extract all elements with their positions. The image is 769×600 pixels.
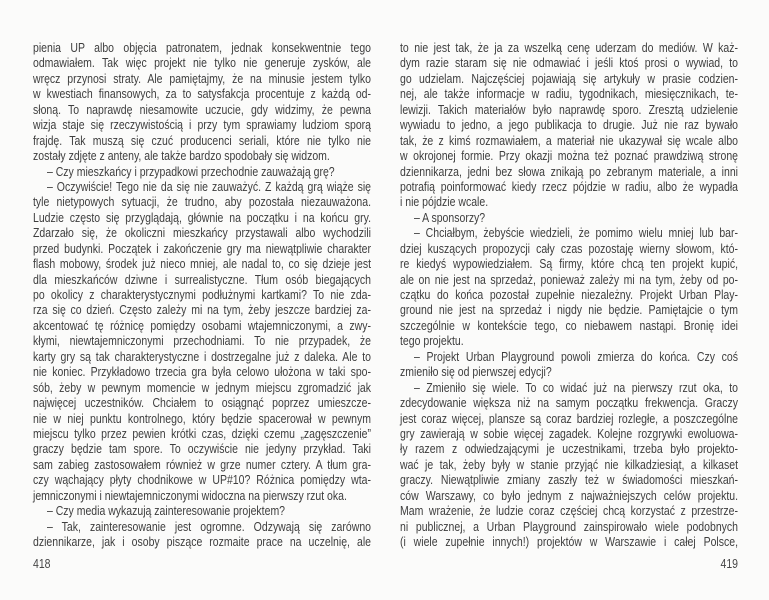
text-line: nej, ale także informacje w radiu, tygodnikach, miesięcznikach, te- (400, 86, 739, 102)
text-line: kłymi, niewtajemniczonymi przechodniami. To nie przypadek, że (33, 333, 372, 349)
text-line: w kwestiach finansowych, za to satysfakcja procentuje z każdą od- (33, 86, 372, 102)
text-line: – Czy mieszkańcy i przypadkowi przechodnie zauważają grę? (46, 163, 335, 179)
text-line: wizja staje się rzeczywistością i przy tym sprawiamy ludziom sporą (33, 117, 372, 133)
text-line: Ludzie często się przyglądają, głównie na początku i na końcu gry. (33, 209, 372, 225)
text-line: przed budynki. Początek i zakończenie gry ma niewątpliwie charakter (33, 240, 372, 256)
text-line: to nie jest tak, że ja za wszelką cenę uderzam do mediów. W każ- (400, 40, 739, 55)
text-line: tyle nietypowych sytuacji, że trudno, aby pozostała niezauważona. (33, 194, 372, 210)
text-line: – Projekt Urban Playground powoli zmierza do końca. Czy coś (413, 348, 739, 364)
text-line: – Tak, zainteresowanie jest ogromne. Odzywają się zarówno (46, 518, 372, 534)
text-line: zdecydowanie większa niż na samym początku frekwencja. Graczy (400, 395, 739, 411)
text-line: akcentować tę różnicę pomiędzy osobami wtajemniczonymi, a zwy- (33, 317, 372, 333)
text-line: miejscu tylko przez pewien krótki czas, dzięki czemu „zagęszczenie” (33, 425, 372, 441)
text-line: – A sponsorzy? (413, 209, 486, 225)
text-line: i nie pójdzie wcale. (400, 194, 489, 210)
text-line: dziennikarza, jedni bez słowa znikają po zebranym materiale, a inni (400, 163, 739, 179)
text-line: ground nie jest na sprzedaż i nigdy nie będzie. Pamiętajcie o tym (400, 302, 739, 318)
text-line: graczy będzie tam spore. To oczywiście nie jedyny przykład. Taki (33, 441, 372, 457)
text-line: dziej kuszących propozycji cały czas pozostaję wierny słowom, któ- (400, 240, 739, 256)
text-line: go udzielam. Najczęściej pojawiają się artykuły w prasie codzien- (400, 70, 739, 86)
text-line: dziennikarze, jak i osoby piszące rozmaite prace na uczelnię, ale (33, 534, 372, 549)
page-number: 418 (33, 556, 51, 572)
text-line: słoną. To naprawdę niesamowite uczucie, gdy widzimy, że pewna (33, 101, 372, 117)
text-line: dla mieszkańców dziwne i surrealistyczne. Tłum osób biegających (33, 271, 372, 287)
text-line: (i wiele zupełnie innych!) projektów w Warszawie i całej Polsce, (400, 534, 739, 549)
text-line: flash mobowy, środek już nieco mniej, ale nadal to, co się dzieje jest (33, 256, 372, 272)
text-line: frajdę. Tak muszą się czuć producenci seriali, które nie tylko nie (33, 132, 372, 148)
text-line: najwięcej uczestników. Chciałem to osiągnąć poprzez umieszcze- (33, 395, 372, 411)
text-line: czątku do końca pozostał zupełnie niezależny. Projekt Urban Play- (400, 287, 739, 302)
text-line: po okolicy z charakterystycznymi podłużnymi kartkami? To nie zda- (33, 287, 372, 302)
text-line: lewizji. Takich materiałów było naprawdę sporo. Zresztą udzielenie (400, 101, 739, 117)
text-line: re kiedyś wypowiedziałem. Są firmy, które chcą ten projekt kupić, (400, 256, 739, 272)
text-line: – Zmieniło się wiele. To co widać już na pierwszy rzut oka, to (413, 379, 739, 395)
text-line: zmieniło się od pierwszej edycji? (400, 364, 552, 380)
text-line: jest coraz więcej, plansze są coraz bardziej rozległe, a poszczególne (400, 410, 739, 426)
text-line: ły razem z odwiedzającymi je uczestnikami, trzeba było projekto- (400, 441, 739, 457)
text-line: gry zawierają w sobie więcej zagadek. Kolejne rozgrywki ewoluowa- (400, 425, 739, 441)
text-line: – Oczywiście! Tego nie da się nie zauważyć. Z każdą grą wiąże się (46, 178, 372, 194)
text-line: w okrojonej formie. Przy okazji można też poznać prawdziwą stronę (400, 148, 739, 164)
text-line: pienia UP albo objęcia patronatem, jednak konsekwentnie tego (33, 40, 372, 55)
text-line: graczy. Niewątpliwie zmiany zaszły też w świadomości mieszkań- (400, 472, 739, 488)
text-line: rza się co dzień. Często zależy mi na tym, żeby jeszcze bardziej za- (33, 302, 372, 318)
text-line: karty gry są tak charakterystyczne i dostrzegalne już z daleka. Ale to (33, 348, 372, 364)
page-right (400, 40, 738, 571)
text-line: jemniczonymi i niewtajemniczonymi widoczna na pierwszy rzut oka. (33, 487, 347, 503)
text-line: nie koniec. Przykładowo trzecia gra była celowo ułożona w taki spo- (33, 364, 372, 380)
text-line: odmawiałem. Tak więc projekt nie tylko nie generuje zysków, ale (33, 55, 372, 71)
page-text (33, 40, 371, 549)
text-line: – Czy media wykazują zainteresowanie projektem? (46, 503, 286, 519)
text-line: Mam wrażenie, że ludzie coraz częściej chcą korzystać z przestrze- (400, 503, 739, 519)
text-line: ców Warszawy, co było jednym z najważniejszych celów projektu. (400, 487, 739, 503)
text-line: sób, żeby w pewnym momencie w jednym miejscu zgromadzić jak (33, 379, 372, 395)
page-left (33, 40, 371, 571)
text-line: szczególnie w kontekście tego, co niebawem nastąpi. Bronię idei (400, 317, 739, 333)
text-line: wywiadu to jedno, a jego publikacja to drugie. Już nie raz bywało (400, 117, 739, 133)
text-line: czy wąchający płyty chodnikowe w UP#10? Różnica pomiędzy wta- (33, 472, 372, 488)
text-line: dym razie staram się nie odmawiać i jeśli ktoś prosi o wywiad, to (400, 55, 739, 71)
text-line: ale on nie jest na sprzedaż, ponieważ zależy mi na tym, żeby od po- (400, 271, 739, 287)
text-line: wręcz przynosi straty. Ale pamiętajmy, że na minusie jestem tylko (33, 70, 372, 86)
text-line: tak, że z kimś rozmawiałem, a materiał nie ukazywał się wcale albo (400, 132, 739, 148)
text-line: potrafią poinformować kiedy rzecz pójdzie w radiu, albo że wypadła (400, 178, 739, 194)
text-line: ni publicznej, a Urban Playground zainspirowało wiele podobnych (400, 518, 739, 534)
text-line: sam zabieg zastosowałem również w grze numer cztery. A tłum gra- (33, 456, 372, 472)
page-number: 419 (720, 556, 739, 572)
text-line: – Chciałbym, żebyście wiedzieli, że pomimo wielu mniej lub bar- (413, 225, 739, 241)
text-line: wać je tak, żeby były w stanie przyjąć nie kilkadziesiąt, a kilkaset (400, 456, 739, 472)
text-line: zostały zdjęte z anteny, ale także bardzo spodobały się widzom. (33, 148, 330, 164)
page-text (400, 40, 738, 549)
text-line: tego projektu. (400, 333, 464, 349)
text-line: nie w niej punktu kontrolnego, który będzie spacerował w pewnym (33, 410, 372, 426)
text-line: Zdarzało się, że okoliczni mieszkańcy przystawali albo wychodzili (33, 225, 372, 241)
